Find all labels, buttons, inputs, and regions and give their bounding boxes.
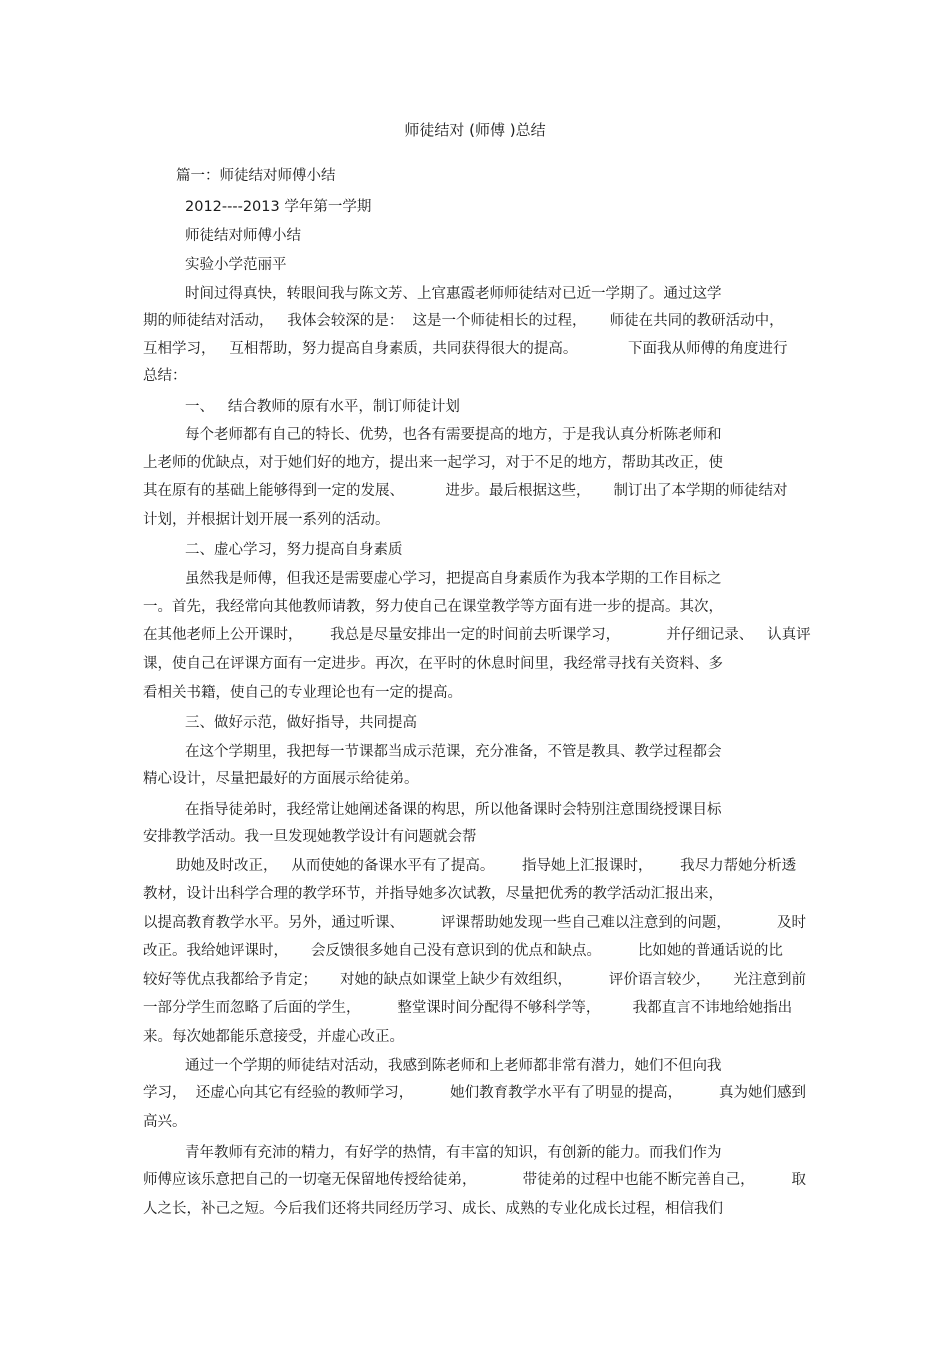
paragraph-line: 一部分学生而忽略了后面的学生， 整堂课时间分配得不够科学等， 我都直言不讳地给她指出 <box>143 1000 793 1016</box>
paragraph-line: 师傅应该乐意把自己的一切毫无保留地传授给徒弟， 带徒弟的过程中也能不断完善自己， 取 <box>143 1172 806 1188</box>
paragraph-line: 看相关书籍，使自己的专业理论也有一定的提高。 <box>143 685 462 701</box>
paragraph-line: 时间过得真快，转眼间我与陈文芳、上官惠霞老师师徒结对已近一学期了。通过这学 <box>185 286 722 302</box>
paragraph-line: 其在原有的基础上能够得到一定的发展、 进步。最后根据这些， 制订出了本学期的师徒结对 <box>143 483 788 499</box>
paragraph-line: 人之长，补己之短。今后我们还将共同经历学习、成长、成熟的专业化成长过程，相信我们 <box>143 1201 723 1217</box>
subtitle-line: 师徒结对师傅小结 <box>185 228 301 244</box>
section-heading-2: 一、 结合教师的原有水平，制订师徒计划 <box>185 399 460 415</box>
paragraph-line: 助她及时改正， 从而使她的备课水平有了提高。 指导她上汇报课时， 我尽力帮她分析透 <box>176 858 797 874</box>
paragraph-line: 改正。我给她评课时， 会反馈很多她自己没有意识到的优点和缺点。 比如她的普通话说的比 <box>143 943 783 959</box>
section-heading-3: 二、虚心学习，努力提高自身素质 <box>185 542 403 558</box>
section-heading-1: 篇一：师徒结对师傅小结 <box>176 168 336 184</box>
author-line: 实验小学范丽平 <box>185 257 287 273</box>
section-heading-4: 三、做好示范，做好指导，共同提高 <box>185 715 417 731</box>
paragraph-line: 一。首先，我经常向其他教师请教，努力使自己在课堂教学等方面有进一步的提高。其次， <box>143 599 723 615</box>
paragraph-line: 课，使自己在评课方面有一定进步。再次，在平时的休息时间里，我经常寻找有关资料、多 <box>143 656 723 672</box>
document-title: 师徒结对 (师傅 )总结 <box>404 121 546 139</box>
paragraph-line: 每个老师都有自己的特长、优势，也各有需要提高的地方，于是我认真分析陈老师和 <box>185 427 722 443</box>
paragraph-line: 在指导徒弟时，我经常让她阐述备课的构思，所以他备课时会特别注意围绕授课目标 <box>185 802 722 818</box>
paragraph-line: 学习， 还虚心向其它有经验的教师学习， 她们教育教学水平有了明显的提高， 真为她们感到 <box>143 1085 806 1101</box>
paragraph-line: 以提高教育教学水平。另外，通过听课、 评课帮助她发现一些自己难以注意到的问题， 及时 <box>143 915 806 931</box>
paragraph-line: 精心设计，尽量把最好的方面展示给徒弟。 <box>143 771 419 787</box>
paragraph-line: 总结： <box>143 368 187 384</box>
paragraph-line: 青年教师有充沛的精力，有好学的热情，有丰富的知识，有创新的能力。而我们作为 <box>185 1145 722 1161</box>
paragraph-line: 在这个学期里，我把每一节课都当成示范课，充分准备，不管是教具、教学过程都会 <box>185 744 722 760</box>
paragraph-line: 来。每次她都能乐意接受，并虚心改正。 <box>143 1029 404 1045</box>
paragraph-line: 虽然我是师傅，但我还是需要虚心学习，把提高自身素质作为我本学期的工作目标之 <box>185 571 722 587</box>
paragraph-line: 计划，并根据计划开展一系列的活动。 <box>143 512 390 528</box>
paragraph-line: 较好等优点我都给予肯定； 对她的缺点如课堂上缺少有效组织， 评价语言较少， 光注意到前 <box>143 972 806 988</box>
paragraph-line: 上老师的优缺点，对于她们好的地方，提出来一起学习，对于不足的地方，帮助其改正，使 <box>143 455 723 471</box>
paragraph-line: 期的师徒结对活动， 我体会较深的是： 这是一个师徒相长的过程， 师徒在共同的教研活动中， <box>143 313 784 329</box>
paragraph-line: 教材，设计出科学合理的教学环节，并指导她多次试教，尽量把优秀的教学活动汇报出来， <box>143 886 723 902</box>
term-line: 2012----2013 学年第一学期 <box>185 199 372 215</box>
paragraph-line: 在其他老师上公开课时， 我总是尽量安排出一定的时间前去听课学习， 并仔细记录、 认真评 <box>143 627 811 643</box>
paragraph-line: 通过一个学期的师徒结对活动，我感到陈老师和上老师都非常有潜力，她们不但向我 <box>185 1058 722 1074</box>
paragraph-line: 安排教学活动。我一旦发现她教学设计有问题就会帮 <box>143 829 477 845</box>
paragraph-line: 高兴。 <box>143 1114 187 1130</box>
paragraph-line: 互相学习， 互相帮助，努力提高自身素质，共同获得很大的提高。 下面我从师傅的角度进行 <box>143 341 788 357</box>
